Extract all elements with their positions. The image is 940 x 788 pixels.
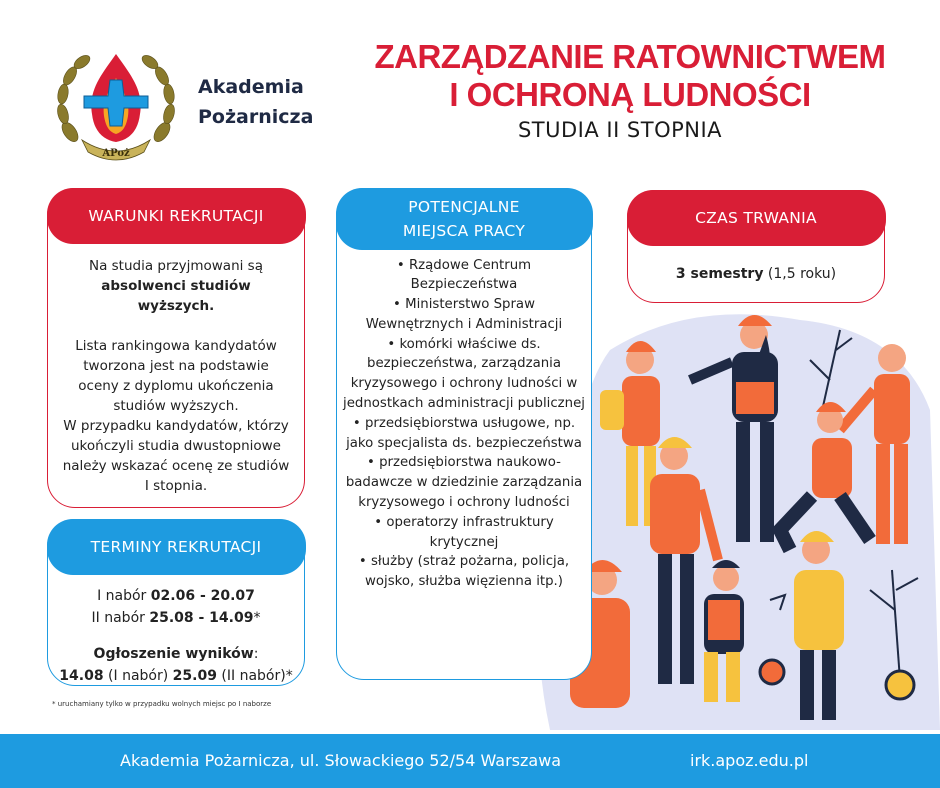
page-title bbox=[360, 38, 900, 114]
people-illustration bbox=[540, 290, 940, 730]
wyniki1-date: 14.08 bbox=[59, 667, 104, 684]
wyniki1-note: (I nabór) bbox=[108, 667, 169, 684]
nabor2-row bbox=[48, 607, 304, 629]
warunki-p3: W przypadku kandydatów, którzy ukończyli studia dwustopniowe należy wskazać ocenę ze studiów I stopnia. bbox=[62, 417, 290, 494]
card-czas-body bbox=[628, 246, 884, 284]
card-praca-body bbox=[337, 250, 591, 593]
footer-bar bbox=[0, 734, 940, 788]
nabor2-label: II nabór bbox=[91, 609, 145, 626]
academy-name-line2: Pożarnicza bbox=[198, 106, 314, 128]
list-item: • przedsiębiorstwa usługowe, np. jako specjalista ds. bezpieczeństwa bbox=[346, 415, 582, 451]
card-warunki-header: WARUNKI REKRUTACJI bbox=[47, 188, 306, 244]
logo-badge-text: APoż bbox=[102, 148, 130, 159]
card-miejsca-pracy bbox=[336, 188, 592, 680]
card-praca-header bbox=[336, 188, 593, 250]
nabor2-dates: 25.08 - 14.09 bbox=[149, 609, 254, 626]
wyniki2-note: (II nabór)* bbox=[221, 667, 293, 684]
academy-name bbox=[198, 72, 313, 132]
title-line1: ZARZĄDZANIE RATOWNICTWEM bbox=[374, 38, 886, 75]
nabor1-dates: 02.06 - 20.07 bbox=[150, 587, 255, 604]
footer-address: Akademia Pożarnicza, ul. Słowackiego 52/54 Warszawa bbox=[120, 751, 562, 770]
czas-value-bold: 3 semestry bbox=[675, 265, 764, 282]
list-item: • komórki właściwe ds. bezpieczeństwa, zarządzania kryzysowego i ochrony ludności w jednostkach administracji publicznej bbox=[343, 336, 585, 412]
praca-header-line1: POTENCJALNE bbox=[408, 197, 520, 216]
card-czas-header: CZAS TRWANIA bbox=[627, 190, 886, 246]
wyniki-label: Ogłoszenie wyników bbox=[93, 645, 254, 662]
gear-icon bbox=[886, 671, 914, 699]
warunki-p2: Lista rankingowa kandydatów tworzona jest na podstawie oceny z dyplomu ukończenia studiów wyższych. bbox=[75, 337, 277, 414]
card-terminy-body bbox=[48, 575, 304, 687]
list-item: • operatorzy infrastruktury krytycznej bbox=[374, 514, 554, 550]
wyniki-row bbox=[48, 643, 304, 665]
list-item: • Rządowe Centrum Bezpieczeństwa bbox=[396, 257, 532, 293]
academy-logo bbox=[52, 44, 180, 166]
nabor2-mark: * bbox=[253, 609, 261, 626]
warunki-p1-bold: absolwenci studiów wyższych. bbox=[101, 277, 251, 314]
wyniki2-date: 25.09 bbox=[172, 667, 217, 684]
nabor1-row bbox=[48, 585, 304, 607]
nabor1-label: I nabór bbox=[97, 587, 147, 604]
list-item: • Ministerstwo Spraw Wewnętrznych i Administracji bbox=[365, 297, 563, 332]
praca-header-line2: MIEJSCA PRACY bbox=[402, 221, 526, 240]
page-subtitle: STUDIA II STOPNIA bbox=[517, 118, 723, 142]
list-item: • służby (straż pożarna, policja, wojsko, służba więzienna itp.) bbox=[358, 554, 570, 590]
title-line2: I OCHRONĄ LUDNOŚCI bbox=[449, 76, 811, 113]
wyniki-dates-row bbox=[48, 665, 304, 687]
gear-icon bbox=[760, 660, 784, 684]
list-item: • przedsiębiorstwa naukowo-badawcze w dziedzinie zarządzania kryzysowego i ochrony ludności bbox=[345, 455, 583, 511]
footnote: * uruchamiany tylko w przypadku wolnych miejsc po I naborze bbox=[52, 700, 272, 708]
footer-url[interactable]: irk.apoz.edu.pl bbox=[690, 751, 809, 770]
card-terminy-rekrutacji bbox=[47, 519, 305, 686]
card-warunki-body bbox=[48, 244, 304, 496]
academy-name-line1: Akademia bbox=[198, 76, 304, 98]
wyniki-colon: : bbox=[253, 645, 259, 662]
card-terminy-header: TERMINY REKRUTACJI bbox=[47, 519, 306, 575]
warunki-p1-intro: Na studia przyjmowani są bbox=[88, 257, 263, 274]
card-czas-trwania bbox=[627, 190, 885, 303]
czas-value-rest: (1,5 roku) bbox=[767, 265, 837, 282]
card-warunki-rekrutacji bbox=[47, 188, 305, 508]
